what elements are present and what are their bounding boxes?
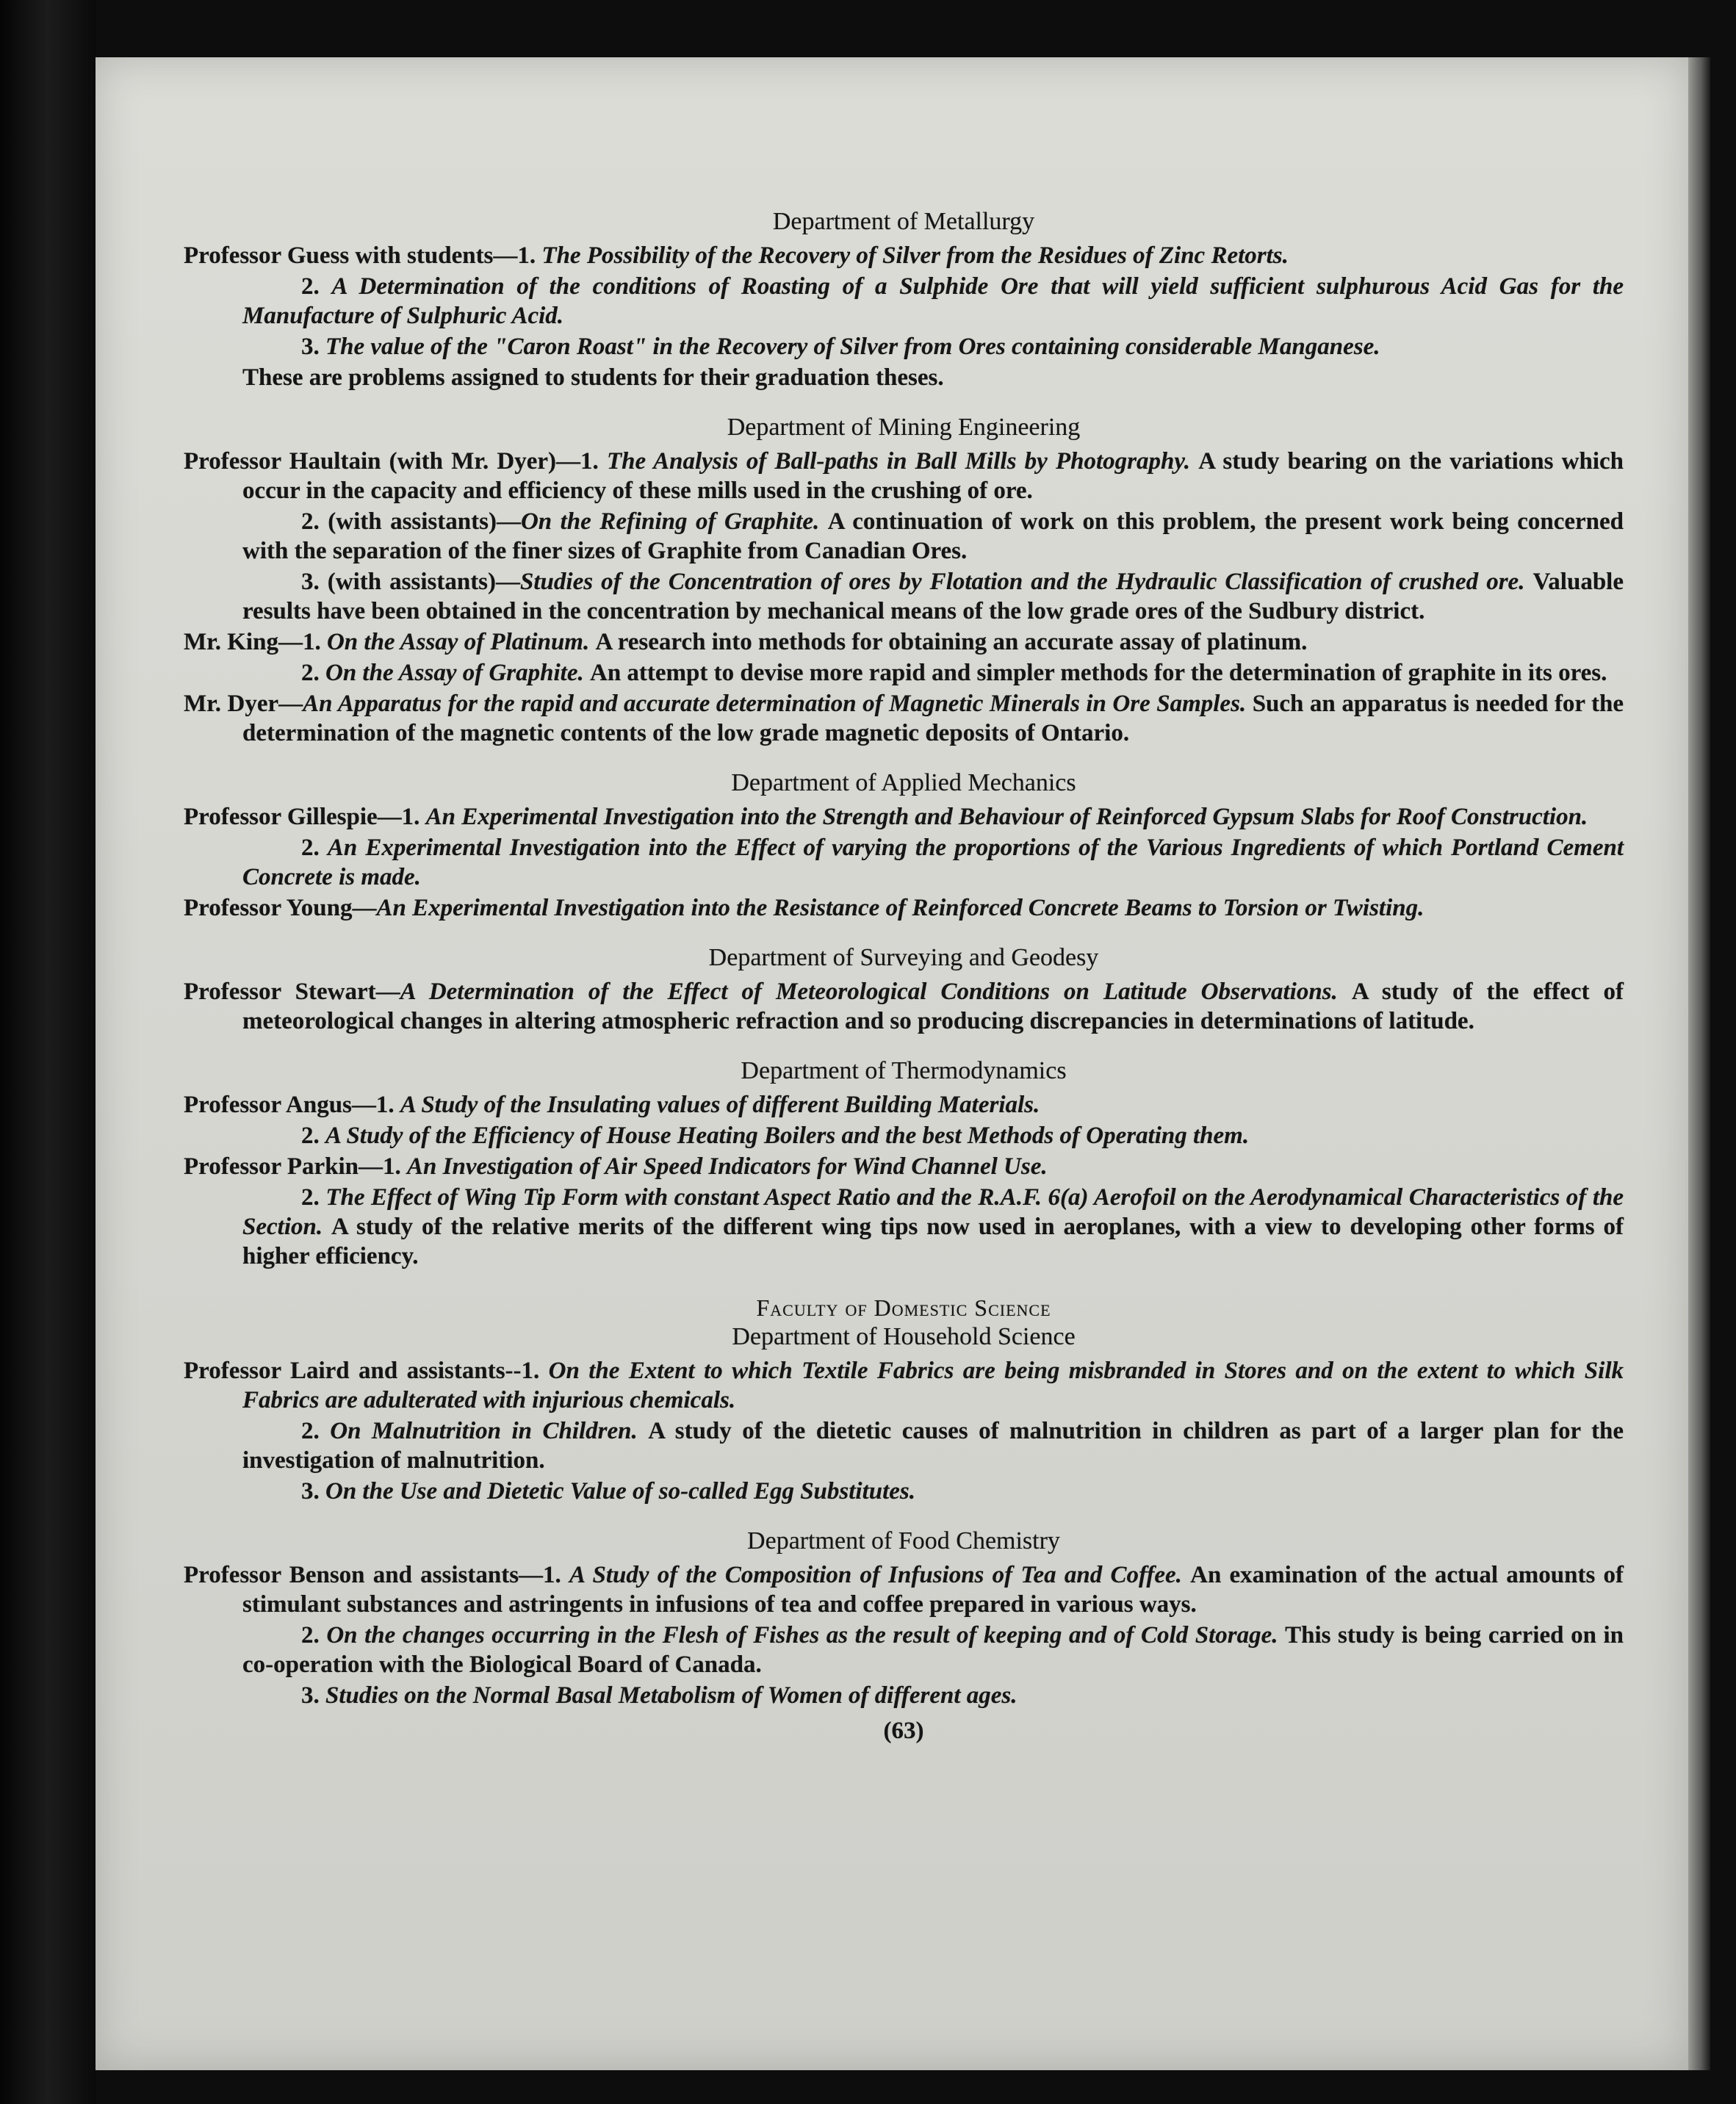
faculty-heading: Faculty of Domestic Science: [756, 1294, 1051, 1321]
entry-number: 2.: [301, 1184, 320, 1211]
document-page: [96, 57, 1688, 2070]
research-description: A research into methods for obtaining an accurate assay of platinum.: [595, 629, 1308, 655]
entry-haultain-2: [184, 507, 1624, 566]
research-title: A Study of the Insulating values of different Building Materials.: [400, 1092, 1040, 1118]
entry-stewart: [184, 977, 1624, 1036]
entry-laird-3: [184, 1477, 1624, 1506]
heading-food-chemistry: Department of Food Chemistry: [747, 1527, 1060, 1554]
research-title: On Malnutrition in Children.: [330, 1418, 638, 1444]
entry-number: 2. (with assistants)—: [301, 508, 521, 535]
research-description: Such an apparatus is needed for the determination of the magnetic contents of the low grade magnetic deposits of Ontario.: [242, 691, 1624, 746]
researcher-name: Professor Gillespie—1.: [184, 804, 420, 830]
research-title: On the Use and Dietetic Value of so-called Egg Substitutes.: [325, 1478, 916, 1505]
research-title: A Determination of the Effect of Meteorological Conditions on Latitude Observations.: [400, 979, 1338, 1005]
research-description: A continuation of work on this problem, the present work being concerned with the separation of the finer sizes of Graphite from Canadian Ores.: [242, 508, 1624, 564]
research-title: On the Extent to which Textile Fabrics are being misbranded in Stores and on the extent to which Silk Fabrics are adulterated with injurious chemicals.: [242, 1358, 1624, 1413]
entry-number: 2.: [301, 835, 320, 861]
entry-parkin-2: [184, 1183, 1624, 1271]
research-title: An Apparatus for the rapid and accurate determination of Magnetic Minerals in Ore Samples.: [303, 691, 1247, 717]
entry-gillespie-1: [184, 802, 1624, 832]
entry-angus-1: [184, 1090, 1624, 1120]
research-title: A Determination of the conditions of Roasting of a Sulphide Ore that will yield sufficient sulphurous Acid Gas for the Manufacture of Sulphuric Acid.: [242, 273, 1624, 329]
entry-king-1: [184, 627, 1624, 657]
page-edge-shadow: [1688, 57, 1710, 2070]
research-description: An examination of the actual amounts of stimulant substances and astringents in infusions of tea and coffee prepared in various ways.: [242, 1562, 1624, 1618]
research-title: The Analysis of Ball-paths in Ball Mills by Photography.: [607, 448, 1191, 475]
entry-number: 2.: [301, 1123, 320, 1149]
entry-number: 3.: [301, 1682, 320, 1709]
entry-number: 2.: [301, 660, 320, 686]
researcher-name: Professor Angus—1.: [184, 1092, 395, 1118]
entry-number: 2.: [301, 1418, 320, 1444]
entry-angus-2: [184, 1121, 1624, 1150]
research-title: On the changes occurring in the Flesh of Fishes as the result of keeping and of Cold Storage.: [326, 1622, 1278, 1649]
entry-guess-3: [184, 332, 1624, 361]
entry-number: 3.: [301, 1478, 320, 1505]
entry-haultain-1: [184, 447, 1624, 505]
research-title: Studies on the Normal Basal Metabolism of Women of different ages.: [325, 1682, 1018, 1709]
researcher-name: Professor Benson and assistants—1.: [184, 1562, 561, 1588]
research-title: An Experimental Investigation into the Effect of varying the proportions of the Various Ingredients of which Portland Cement Concrete is made.: [242, 835, 1624, 890]
researcher-name: Mr. King—1.: [184, 629, 321, 655]
entry-number: 3.: [301, 334, 320, 360]
research-title: The Effect of Wing Tip Form with constant Aspect Ratio and the R.A.F. 6(a) Aerofoil on the Aerodynamical Characteristics of the Section.: [242, 1184, 1624, 1240]
heading-metallurgy: Department of Metallurgy: [772, 208, 1035, 235]
research-title: A Study of the Efficiency of House Heating Boilers and the best Methods of Operating them.: [325, 1123, 1250, 1149]
heading-mechanics: Department of Applied Mechanics: [731, 769, 1076, 796]
research-title: On the Assay of Graphite.: [325, 660, 584, 686]
research-description: This study is being carried on in co-operation with the Biological Board of Canada.: [242, 1622, 1624, 1678]
entry-laird-2: [184, 1416, 1624, 1475]
entry-guess-2: [184, 272, 1624, 331]
researcher-name: Professor Young—: [184, 895, 377, 921]
heading-mining: Department of Mining Engineering: [727, 414, 1081, 441]
entry-parkin-1: [184, 1152, 1624, 1181]
entry-gillespie-2: [184, 833, 1624, 892]
entry-young: [184, 893, 1624, 923]
research-title: On the Refining of Graphite.: [520, 508, 820, 535]
research-description: Valuable results have been obtained in the concentration by mechanical means of the low grade ores of the Sudbury district.: [242, 569, 1624, 624]
page-number: (63): [883, 1718, 924, 1744]
researcher-name: Mr. Dyer—: [184, 691, 303, 717]
researcher-name: Professor Guess with students—1.: [184, 242, 536, 269]
researcher-name: Professor Laird and assistants--1.: [184, 1358, 540, 1384]
entry-guess-1: [184, 241, 1624, 270]
heading-thermodynamics: Department of Thermodynamics: [741, 1057, 1067, 1084]
page-content: [184, 145, 1624, 1745]
entry-number: 2.: [301, 273, 320, 300]
researcher-name: Professor Haultain (with Mr. Dyer)—1.: [184, 448, 599, 475]
research-title: A Study of the Composition of Infusions of Tea and Coffee.: [569, 1562, 1182, 1588]
entry-benson-3: [184, 1681, 1624, 1710]
research-title: The Possibility of the Recovery of Silver from the Residues of Zinc Retorts.: [541, 242, 1289, 269]
research-title: The value of the "Caron Roast" in the Recovery of Silver from Ores containing considerable Manganese.: [325, 334, 1380, 360]
research-description: An attempt to devise more rapid and simpler methods for the determination of graphite in its ores.: [589, 660, 1607, 686]
entry-benson-1: [184, 1560, 1624, 1619]
heading-household-science: Department of Household Science: [732, 1323, 1076, 1350]
research-description: A study of the relative merits of the different wing tips now used in aeroplanes, with a view to developing other forms of higher efficiency.: [242, 1214, 1624, 1269]
research-title: Studies of the Concentration of ores by Flotation and the Hydraulic Classification of crushed ore.: [520, 569, 1525, 595]
research-description: A study bearing on the variations which occur in the capacity and efficiency of these mills used in the crushing of ore.: [242, 448, 1624, 504]
research-title: An Experimental Investigation into the Resistance of Reinforced Concrete Beams to Torsion or Twisting.: [376, 895, 1425, 921]
entry-benson-2: [184, 1621, 1624, 1679]
research-description: A study of the dietetic causes of malnutrition in children as part of a larger plan for the investigation of malnutrition.: [242, 1418, 1624, 1474]
entry-laird-1: [184, 1356, 1624, 1415]
researcher-name: Professor Stewart—: [184, 979, 400, 1005]
entry-dyer: [184, 689, 1624, 748]
heading-surveying: Department of Surveying and Geodesy: [708, 944, 1099, 971]
research-title: On the Assay of Platinum.: [326, 629, 590, 655]
entry-number: 3. (with assistants)—: [301, 569, 521, 595]
book-gutter: [0, 0, 96, 2104]
entry-king-2: [184, 658, 1624, 688]
researcher-name: Professor Parkin—1.: [184, 1153, 401, 1180]
research-description: A study of the effect of meteorological changes in altering atmospheric refraction and so producing discrepancies in determinations of latitude.: [242, 979, 1624, 1034]
entry-haultain-3: [184, 567, 1624, 626]
entry-number: 2.: [301, 1622, 320, 1649]
metallurgy-note: These are problems assigned to students for their graduation theses.: [242, 364, 944, 391]
research-title: An Experimental Investigation into the Strength and Behaviour of Reinforced Gypsum Slabs for Roof Construction.: [425, 804, 1588, 830]
research-title: An Investigation of Air Speed Indicators for Wind Channel Use.: [407, 1153, 1048, 1180]
